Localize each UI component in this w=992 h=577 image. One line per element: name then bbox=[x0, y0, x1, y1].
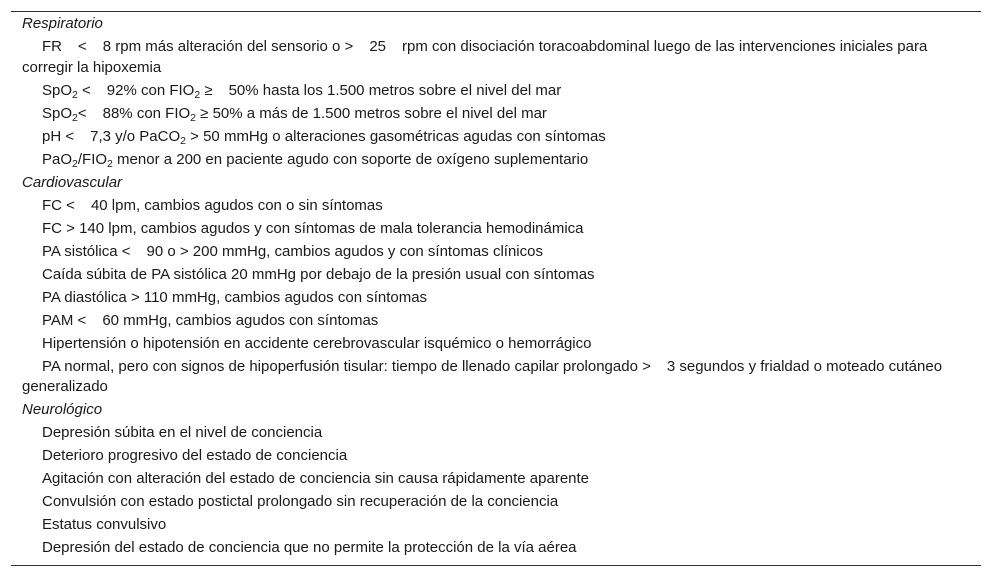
fr-text1: 8 rpm más alteración del sensorio o > bbox=[102, 38, 354, 55]
spo2-lt: < bbox=[77, 81, 91, 99]
ph-text: 7,3 y/o PaCO bbox=[90, 127, 181, 145]
criterion-neuro: Estatus convulsivo bbox=[42, 516, 167, 533]
spo2-label: SpO bbox=[42, 104, 73, 122]
subscript: 2 bbox=[72, 111, 78, 124]
pam-label: PAM < bbox=[42, 311, 87, 329]
criterion-pa-caida: Caída súbita de PA sistólica 20 mmHg por debajo de la presión usual con síntomas bbox=[42, 265, 595, 283]
criterion-neuro: Depresión del estado de conciencia que no permite la protección de la vía aérea bbox=[42, 539, 577, 556]
pas-text: 90 o > 200 mmHg, cambios agudos y con síntomas clínicos bbox=[146, 242, 543, 260]
criteria-table bbox=[11, 11, 981, 566]
hipoperfusion-text2: 3 segundos y frialdad o moteado cutáneo generalizado bbox=[22, 357, 943, 395]
criterion-spo2-high-altitude bbox=[11, 104, 981, 125]
spo2-label: SpO bbox=[42, 81, 73, 99]
criterion-neuro: Agitación con alteración del estado de conciencia sin causa rápidamente aparente bbox=[42, 470, 590, 487]
subscript: 2 bbox=[72, 157, 78, 170]
pafi-text: menor a 200 en paciente agudo con soporte de oxígeno suplementario bbox=[112, 150, 589, 168]
criterion-pafi bbox=[11, 150, 981, 171]
subscript: 2 bbox=[190, 111, 197, 124]
pam-text: 60 mmHg, cambios agudos con síntomas bbox=[102, 311, 379, 329]
fr-lt: < bbox=[78, 38, 87, 55]
section-header-neurologico: Neurológico bbox=[22, 401, 103, 418]
spo2-text2: 50% hasta los 1.500 metros sobre el nivel del mar bbox=[228, 81, 562, 99]
criterion-ph bbox=[11, 127, 981, 148]
section-header-respiratorio: Respiratorio bbox=[22, 15, 103, 32]
fr-label: FR bbox=[42, 38, 62, 55]
spo2-text: 92% con FIO bbox=[106, 81, 195, 99]
criterion-pa-sistolica bbox=[11, 242, 981, 263]
pas-label: PA sistólica < bbox=[42, 242, 131, 260]
fr-text2: rpm con disociación toracoabdominal luego de las intervenciones iniciales para corregir la hipoxemia bbox=[22, 38, 928, 76]
subscript: 2 bbox=[72, 88, 78, 101]
criterion-neuro: Convulsión con estado postictal prolongado sin recuperación de la conciencia bbox=[42, 493, 559, 510]
criterion-fc-low bbox=[11, 196, 981, 217]
spo2-lt: < bbox=[77, 104, 87, 122]
criterion-pam bbox=[11, 311, 981, 332]
pafi-label: PaO bbox=[42, 150, 73, 168]
criterion-hipoperfusion bbox=[11, 357, 981, 398]
subscript: 2 bbox=[180, 134, 186, 147]
subscript: 2 bbox=[194, 88, 201, 101]
hipoperfusion-text1: PA normal, pero con signos de hipoperfusión tisular: tiempo de llenado capilar prolongado > bbox=[42, 357, 651, 375]
fc-label: FC < bbox=[42, 196, 75, 214]
subscript: 2 bbox=[107, 157, 113, 170]
section-header-cardiovascular: Cardiovascular bbox=[22, 173, 123, 191]
pafi-fio: /FIO bbox=[77, 150, 108, 168]
criterion-spo2-low-altitude bbox=[11, 81, 981, 102]
criterion-neuro: Deterioro progresivo del estado de conciencia bbox=[42, 447, 348, 464]
spo2-gte: ≥ bbox=[200, 81, 213, 99]
fc-text: 40 lpm, cambios agudos con o sin síntomas bbox=[90, 196, 383, 214]
fr-value: 25 bbox=[369, 38, 386, 55]
spo2-text: 88% con FIO bbox=[102, 104, 191, 122]
criterion-hta-acv: Hipertensión o hipotensión en accidente cerebrovascular isquémico o hemorrágico bbox=[42, 334, 592, 352]
criterion-pa-diastolica: PA diastólica > 110 mmHg, cambios agudos con síntomas bbox=[42, 288, 428, 306]
spo2-text2: ≥ 50% a más de 1.500 metros sobre el nivel del mar bbox=[196, 104, 547, 122]
criterion-neuro: Depresión súbita en el nivel de conciencia bbox=[42, 424, 323, 441]
criterion-fc-high: FC > 140 lpm, cambios agudos y con síntomas de mala tolerancia hemodinámica bbox=[42, 219, 584, 237]
criterion-fr bbox=[11, 37, 981, 78]
ph-text2: > 50 mmHg o alteraciones gasométricas agudas con síntomas bbox=[186, 127, 606, 145]
ph-label: pH < bbox=[42, 127, 75, 145]
